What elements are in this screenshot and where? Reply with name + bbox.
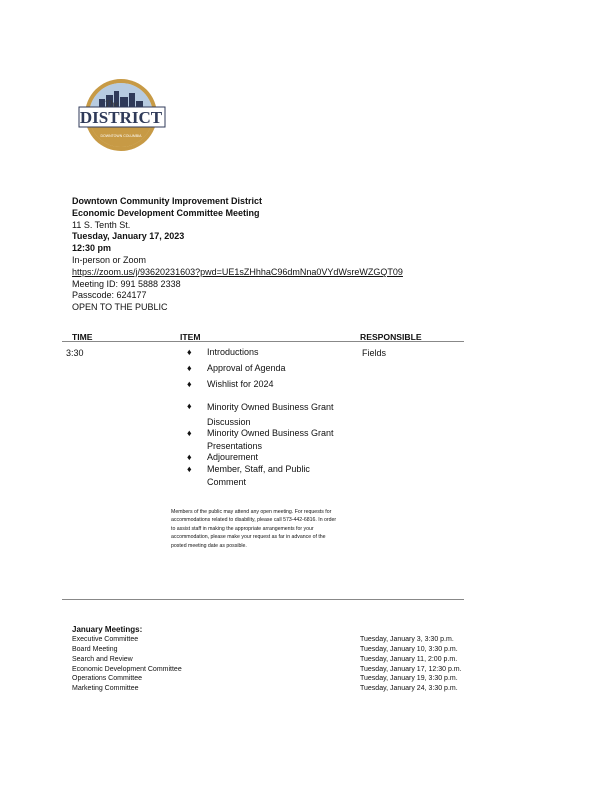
- column-item: ITEM: [180, 332, 201, 342]
- meeting-row-date: Tuesday, January 24, 3:30 p.m.: [360, 685, 458, 692]
- agenda-item: [207, 400, 352, 430]
- agenda-item-text: Discussion: [207, 417, 251, 427]
- january-meetings-title: January Meetings:: [72, 625, 143, 634]
- meeting-row: [72, 675, 460, 685]
- column-time: TIME: [72, 332, 93, 342]
- meeting-row-name: Operations Committee: [72, 675, 143, 682]
- agenda-item-text: Member, Staff, and Public: [207, 464, 310, 474]
- agenda-item-text: Adjourement: [207, 452, 259, 462]
- meeting-row: [72, 685, 460, 695]
- public-notice: OPEN TO THE PUBLIC: [72, 302, 168, 313]
- meeting-row: [72, 636, 460, 646]
- column-responsible: RESPONSIBLE: [360, 332, 422, 342]
- meeting-id: Meeting ID: 991 5888 2338: [72, 278, 181, 289]
- meeting-date: Tuesday, January 17, 2023: [72, 231, 185, 242]
- meeting-row-name: Board Meeting: [72, 646, 118, 653]
- logo-script-text: The: [105, 99, 119, 109]
- agenda-item: [207, 463, 352, 489]
- meeting-row-name: Marketing Committee: [72, 685, 139, 692]
- bullet-icon: ♦: [187, 363, 192, 373]
- bullet-icon: ♦: [187, 347, 192, 357]
- meeting-row: [72, 646, 460, 656]
- agenda-item: [207, 378, 352, 391]
- section-divider: [62, 599, 464, 600]
- meeting-passcode: Passcode: 624177: [72, 290, 147, 301]
- meeting-row-date: Tuesday, January 19, 3:30 p.m.: [360, 675, 458, 682]
- meeting-mode: In-person or Zoom: [72, 254, 147, 265]
- meeting-header: [72, 196, 403, 314]
- agenda-item-text: Presentations: [207, 441, 263, 451]
- notice-line: accommodations related to disability, please call 573-442-6816. In order: [171, 517, 337, 524]
- bullet-icon: ♦: [187, 452, 192, 462]
- agenda-item-text: Comment: [207, 477, 247, 487]
- notice-line: to assist staff in making the appropriate arrangements for your: [171, 525, 314, 532]
- notice-line: accommodation, please make your request as far in advance of the: [171, 534, 326, 541]
- meeting-row-name: Economic Development Committee: [72, 666, 182, 673]
- notice-line: posted meeting date as possible.: [171, 542, 247, 549]
- agenda-item: [207, 427, 352, 453]
- zoom-link[interactable]: https://zoom.us/j/93620231603?pwd=UE1sZHhhaC96dmNna0VYdWsreWZGQT09: [72, 266, 403, 277]
- agenda-item-text: Minority Owned Business Grant: [207, 428, 334, 438]
- agenda-responsible: Fields: [362, 348, 387, 358]
- table-rule: [62, 341, 464, 342]
- org-name: Downtown Community Improvement District: [72, 196, 263, 206]
- agenda-start-time: 3:30: [66, 348, 84, 358]
- meeting-row-date: Tuesday, January 10, 3:30 p.m.: [360, 646, 458, 653]
- bullet-icon: ♦: [187, 379, 192, 389]
- agenda-item: [207, 346, 352, 359]
- agenda-item: [207, 362, 352, 375]
- agenda-item-text: Introductions: [207, 347, 259, 357]
- district-logo: [77, 77, 167, 157]
- meeting-row-date: Tuesday, January 3, 3:30 p.m.: [360, 636, 454, 643]
- meeting-row-name: Executive Committee: [72, 636, 139, 643]
- meeting-name: Economic Development Committee Meeting: [72, 207, 260, 218]
- meeting-row-date: Tuesday, January 11, 2:00 p.m.: [360, 656, 458, 663]
- agenda-item-text: Minority Owned Business Grant: [207, 402, 334, 412]
- bullet-icon: ♦: [187, 464, 192, 474]
- meeting-row-name: Search and Review: [72, 656, 133, 663]
- meeting-address: 11 S. Tenth St.: [72, 219, 131, 230]
- bullet-icon: ♦: [187, 401, 192, 411]
- notice-line: Members of the public may attend any open meeting. For requests for: [171, 509, 332, 515]
- meeting-row: [72, 656, 460, 666]
- logo-brand-text: DISTRICT: [79, 108, 163, 127]
- bullet-icon: ♦: [187, 428, 192, 438]
- logo-sub-text: DOWNTOWN COLUMBIA: [100, 134, 142, 138]
- agenda-item-text: Approval of Agenda: [207, 363, 286, 373]
- meeting-time: 12:30 pm: [72, 243, 112, 254]
- accessibility-notice: [171, 508, 351, 550]
- meeting-row-date: Tuesday, January 17, 12:30 p.m.: [360, 666, 462, 673]
- agenda-item-text: Wishlist for 2024: [207, 379, 274, 389]
